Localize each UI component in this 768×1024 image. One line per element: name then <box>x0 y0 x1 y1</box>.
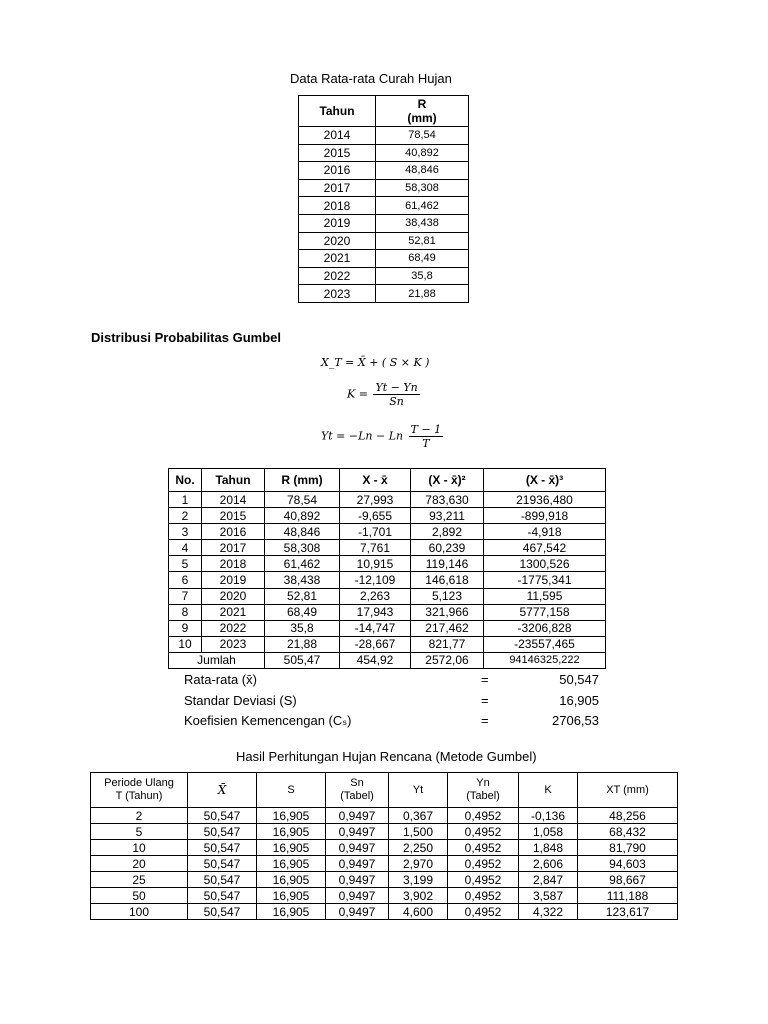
cell-col-1: 2018 <box>202 556 265 572</box>
cell-col-0: 9 <box>169 620 202 636</box>
cell-col-0: 2 <box>169 508 202 524</box>
cell-col-4: 2,250 <box>389 840 448 856</box>
cell-col-0: 5 <box>169 556 202 572</box>
total-cell: 454,92 <box>340 652 411 668</box>
cell-col-7: 81,790 <box>578 840 678 856</box>
cell-col-7: 98,667 <box>578 872 678 888</box>
cell-col-1: 50,547 <box>188 856 257 872</box>
cell-col-5: 0,4952 <box>448 808 519 824</box>
table-row <box>91 888 678 904</box>
cell-col-5: -1775,341 <box>484 572 606 588</box>
deviation-table <box>168 468 606 669</box>
rainfall-data-table <box>298 95 469 303</box>
cell-col-3: 0,9497 <box>326 904 389 920</box>
cell-col-6: -0,136 <box>519 808 578 824</box>
rainfall-cell: 68,49 <box>376 250 469 268</box>
year-cell: 2017 <box>299 179 376 197</box>
header-r-line2: (mm) <box>407 111 437 125</box>
cell-col-1: 2017 <box>202 540 265 556</box>
cell-col-3: 17,943 <box>340 604 411 620</box>
header-k: K <box>519 773 578 808</box>
cell-col-0: 10 <box>169 636 202 652</box>
table-row <box>91 872 678 888</box>
cell-col-4: 119,146 <box>411 556 484 572</box>
cell-col-5: 21936,480 <box>484 492 606 508</box>
cell-col-2: 40,892 <box>265 508 340 524</box>
total-cell: 94146325,222 <box>484 652 606 668</box>
cell-col-5: 0,4952 <box>448 904 519 920</box>
cell-col-3: -28,667 <box>340 636 411 652</box>
cell-col-2: 16,905 <box>257 856 326 872</box>
total-cell: 2572,06 <box>411 652 484 668</box>
header-period-l1: Periode Ulang <box>104 777 174 789</box>
total-row <box>169 652 606 668</box>
cell-col-7: 48,256 <box>578 808 678 824</box>
formula-yt <box>321 423 445 450</box>
cell-col-0: 4 <box>169 540 202 556</box>
header-yn-l2: (Tabel) <box>466 790 500 802</box>
table-row <box>299 250 469 268</box>
header-yt: Yt <box>389 773 448 808</box>
cell-col-2: 16,905 <box>257 840 326 856</box>
year-cell: 2015 <box>299 144 376 162</box>
header-yn <box>448 773 519 808</box>
cell-col-1: 2021 <box>202 604 265 620</box>
rainfall-cell: 40,892 <box>376 144 469 162</box>
cell-col-4: 321,966 <box>411 604 484 620</box>
stat-equals: = <box>481 692 489 708</box>
cell-col-1: 50,547 <box>188 808 257 824</box>
cell-col-4: 217,462 <box>411 620 484 636</box>
cell-col-6: 3,587 <box>519 888 578 904</box>
header-period-l2: T (Tahun) <box>115 790 163 802</box>
cell-col-5: 5777,158 <box>484 604 606 620</box>
year-cell: 2018 <box>299 197 376 215</box>
header-col-0: No. <box>169 469 202 492</box>
rainfall-cell: 35,8 <box>376 267 469 285</box>
rainfall-cell: 38,438 <box>376 214 469 232</box>
cell-col-2: 16,905 <box>257 824 326 840</box>
table-row <box>169 588 606 604</box>
cell-col-4: 93,211 <box>411 508 484 524</box>
total-cell: 505,47 <box>265 652 340 668</box>
cell-col-2: 58,308 <box>265 540 340 556</box>
stat-value: 50,547 <box>559 672 599 687</box>
cell-col-2: 38,438 <box>265 572 340 588</box>
table-row <box>299 197 469 215</box>
cell-col-1: 50,547 <box>188 904 257 920</box>
table-row <box>299 267 469 285</box>
cell-col-3: 0,9497 <box>326 840 389 856</box>
cell-col-5: 0,4952 <box>448 840 519 856</box>
header-sn <box>326 773 389 808</box>
cell-col-3: -1,701 <box>340 524 411 540</box>
cell-col-2: 16,905 <box>257 872 326 888</box>
formula-k <box>347 381 422 408</box>
stat-equals: = <box>481 672 489 687</box>
rainfall-cell: 78,54 <box>376 127 469 145</box>
year-cell: 2023 <box>299 285 376 303</box>
table-row <box>91 824 678 840</box>
cell-col-6: 2,847 <box>519 872 578 888</box>
cell-col-0: 7 <box>169 588 202 604</box>
cell-col-3: 0,9497 <box>326 888 389 904</box>
table-row <box>299 127 469 145</box>
cell-col-0: 5 <box>91 824 188 840</box>
cell-col-2: 61,462 <box>265 556 340 572</box>
table-row <box>169 540 606 556</box>
cell-col-1: 50,547 <box>188 824 257 840</box>
cell-col-0: 25 <box>91 872 188 888</box>
header-sn-l2: (Tabel) <box>340 790 374 802</box>
cell-col-2: 21,88 <box>265 636 340 652</box>
table-row <box>169 556 606 572</box>
year-cell: 2019 <box>299 214 376 232</box>
table-row <box>91 808 678 824</box>
year-cell: 2016 <box>299 162 376 180</box>
cell-col-0: 6 <box>169 572 202 588</box>
cell-col-5: 0,4952 <box>448 856 519 872</box>
cell-col-5: -23557,465 <box>484 636 606 652</box>
table-row <box>299 179 469 197</box>
cell-col-0: 50 <box>91 888 188 904</box>
cell-col-0: 2 <box>91 808 188 824</box>
header-col-2: R (mm) <box>265 469 340 492</box>
header-xbar: X̄ <box>188 773 257 808</box>
stat-label: Rata-rata (x̄) <box>184 672 257 687</box>
cell-col-4: 4,600 <box>389 904 448 920</box>
header-sn-l1: Sn <box>350 777 364 789</box>
header-yn-l1: Yn <box>476 777 490 789</box>
formula-yt-lhs: Yt = −Ln − Ln <box>321 429 404 443</box>
cell-col-5: 0,4952 <box>448 888 519 904</box>
cell-col-2: 16,905 <box>257 808 326 824</box>
table-row <box>299 214 469 232</box>
cell-col-1: 2014 <box>202 492 265 508</box>
table-row <box>299 232 469 250</box>
year-cell: 2022 <box>299 267 376 285</box>
cell-col-4: 146,618 <box>411 572 484 588</box>
header-col-3: X - x̄ <box>340 469 411 492</box>
cell-col-3: 7,761 <box>340 540 411 556</box>
table1-title: Data Rata-rata Curah Hujan <box>290 71 452 86</box>
cell-col-5: 11,595 <box>484 588 606 604</box>
cell-col-3: 0,9497 <box>326 872 389 888</box>
table-row <box>169 524 606 540</box>
cell-col-4: 1,500 <box>389 824 448 840</box>
header-col-5: (X - x̄)³ <box>484 469 606 492</box>
cell-col-6: 4,322 <box>519 904 578 920</box>
stat-label: Koefisien Kemencengan (Cₛ) <box>184 713 352 728</box>
cell-col-0: 100 <box>91 904 188 920</box>
cell-col-2: 68,49 <box>265 604 340 620</box>
rainfall-cell: 58,308 <box>376 179 469 197</box>
cell-col-7: 68,432 <box>578 824 678 840</box>
rainfall-cell: 61,462 <box>376 197 469 215</box>
stat-value: 2706,53 <box>552 713 599 728</box>
cell-col-5: -3206,828 <box>484 620 606 636</box>
cell-col-6: 2,606 <box>519 856 578 872</box>
cell-col-3: 0,9497 <box>326 808 389 824</box>
cell-col-1: 2015 <box>202 508 265 524</box>
cell-col-1: 2016 <box>202 524 265 540</box>
cell-col-2: 48,846 <box>265 524 340 540</box>
formula-yt-denominator: T <box>422 437 430 450</box>
cell-col-3: 2,263 <box>340 588 411 604</box>
header-col-1: Tahun <box>202 469 265 492</box>
header-year: Tahun <box>299 96 376 127</box>
cell-col-1: 50,547 <box>188 888 257 904</box>
cell-col-4: 5,123 <box>411 588 484 604</box>
table-row <box>299 285 469 303</box>
cell-col-2: 52,81 <box>265 588 340 604</box>
cell-col-7: 94,603 <box>578 856 678 872</box>
table-row <box>299 162 469 180</box>
table-row <box>91 856 678 872</box>
table-row <box>169 604 606 620</box>
cell-col-1: 2023 <box>202 636 265 652</box>
cell-col-0: 8 <box>169 604 202 620</box>
stat-value: 16,905 <box>559 692 599 708</box>
formula-yt-numerator: T − 1 <box>410 423 442 436</box>
cell-col-3: -9,655 <box>340 508 411 524</box>
formula-yt-fraction <box>409 423 444 450</box>
cell-col-1: 2019 <box>202 572 265 588</box>
cell-col-4: 60,239 <box>411 540 484 556</box>
formula-k-fraction <box>373 381 419 408</box>
year-cell: 2020 <box>299 232 376 250</box>
cell-col-0: 3 <box>169 524 202 540</box>
cell-col-3: 10,915 <box>340 556 411 572</box>
table3-title: Hasil Perhitungan Hujan Rencana (Metode Gumbel) <box>236 749 537 764</box>
table-row <box>169 636 606 652</box>
cell-col-5: 0,4952 <box>448 824 519 840</box>
cell-col-2: 16,905 <box>257 904 326 920</box>
cell-col-4: 783,630 <box>411 492 484 508</box>
cell-col-4: 0,367 <box>389 808 448 824</box>
year-cell: 2014 <box>299 127 376 145</box>
table-row <box>91 840 678 856</box>
rainfall-cell: 48,846 <box>376 162 469 180</box>
header-rainfall <box>376 96 469 127</box>
cell-col-5: -4,918 <box>484 524 606 540</box>
cell-col-6: 1,848 <box>519 840 578 856</box>
cell-col-7: 111,188 <box>578 888 678 904</box>
header-period <box>91 773 188 808</box>
table-row <box>169 508 606 524</box>
table-row <box>169 492 606 508</box>
cell-col-0: 10 <box>91 840 188 856</box>
formula-xt: X_T = X̄ + ( S × K ) <box>321 356 430 369</box>
cell-col-0: 20 <box>91 856 188 872</box>
header-xt: XT (mm) <box>578 773 678 808</box>
cell-col-3: 27,993 <box>340 492 411 508</box>
cell-col-4: 2,892 <box>411 524 484 540</box>
cell-col-5: 0,4952 <box>448 872 519 888</box>
cell-col-5: -899,918 <box>484 508 606 524</box>
cell-col-0: 1 <box>169 492 202 508</box>
table-row <box>169 620 606 636</box>
gumbel-result-table <box>90 772 678 920</box>
stat-equals: = <box>481 713 489 728</box>
cell-col-2: 16,905 <box>257 888 326 904</box>
cell-col-1: 2022 <box>202 620 265 636</box>
stat-label: Standar Deviasi (S) <box>184 692 297 708</box>
cell-col-1: 2020 <box>202 588 265 604</box>
cell-col-5: 1300,526 <box>484 556 606 572</box>
cell-col-3: 0,9497 <box>326 824 389 840</box>
formula-k-numerator: Yt − Yn <box>375 381 418 394</box>
cell-col-4: 2,970 <box>389 856 448 872</box>
table-row <box>91 904 678 920</box>
rainfall-cell: 21,88 <box>376 285 469 303</box>
header-col-4: (X - x̄)² <box>411 469 484 492</box>
cell-col-1: 50,547 <box>188 840 257 856</box>
cell-col-5: 467,542 <box>484 540 606 556</box>
formula-k-lhs: K = <box>347 387 368 401</box>
cell-col-3: -12,109 <box>340 572 411 588</box>
year-cell: 2021 <box>299 250 376 268</box>
cell-col-4: 3,902 <box>389 888 448 904</box>
section-heading: Distribusi Probabilitas Gumbel <box>91 330 281 345</box>
table-row <box>169 572 606 588</box>
table-row <box>299 144 469 162</box>
rainfall-cell: 52,81 <box>376 232 469 250</box>
cell-col-7: 123,617 <box>578 904 678 920</box>
total-label: Jumlah <box>169 652 265 668</box>
cell-col-3: 0,9497 <box>326 856 389 872</box>
header-r-line1: R <box>417 97 427 111</box>
header-s: S <box>257 773 326 808</box>
cell-col-2: 78,54 <box>265 492 340 508</box>
formula-k-denominator: Sn <box>389 395 404 408</box>
cell-col-4: 821,77 <box>411 636 484 652</box>
cell-col-2: 35,8 <box>265 620 340 636</box>
cell-col-1: 50,547 <box>188 872 257 888</box>
cell-col-3: -14,747 <box>340 620 411 636</box>
cell-col-6: 1,058 <box>519 824 578 840</box>
cell-col-4: 3,199 <box>389 872 448 888</box>
